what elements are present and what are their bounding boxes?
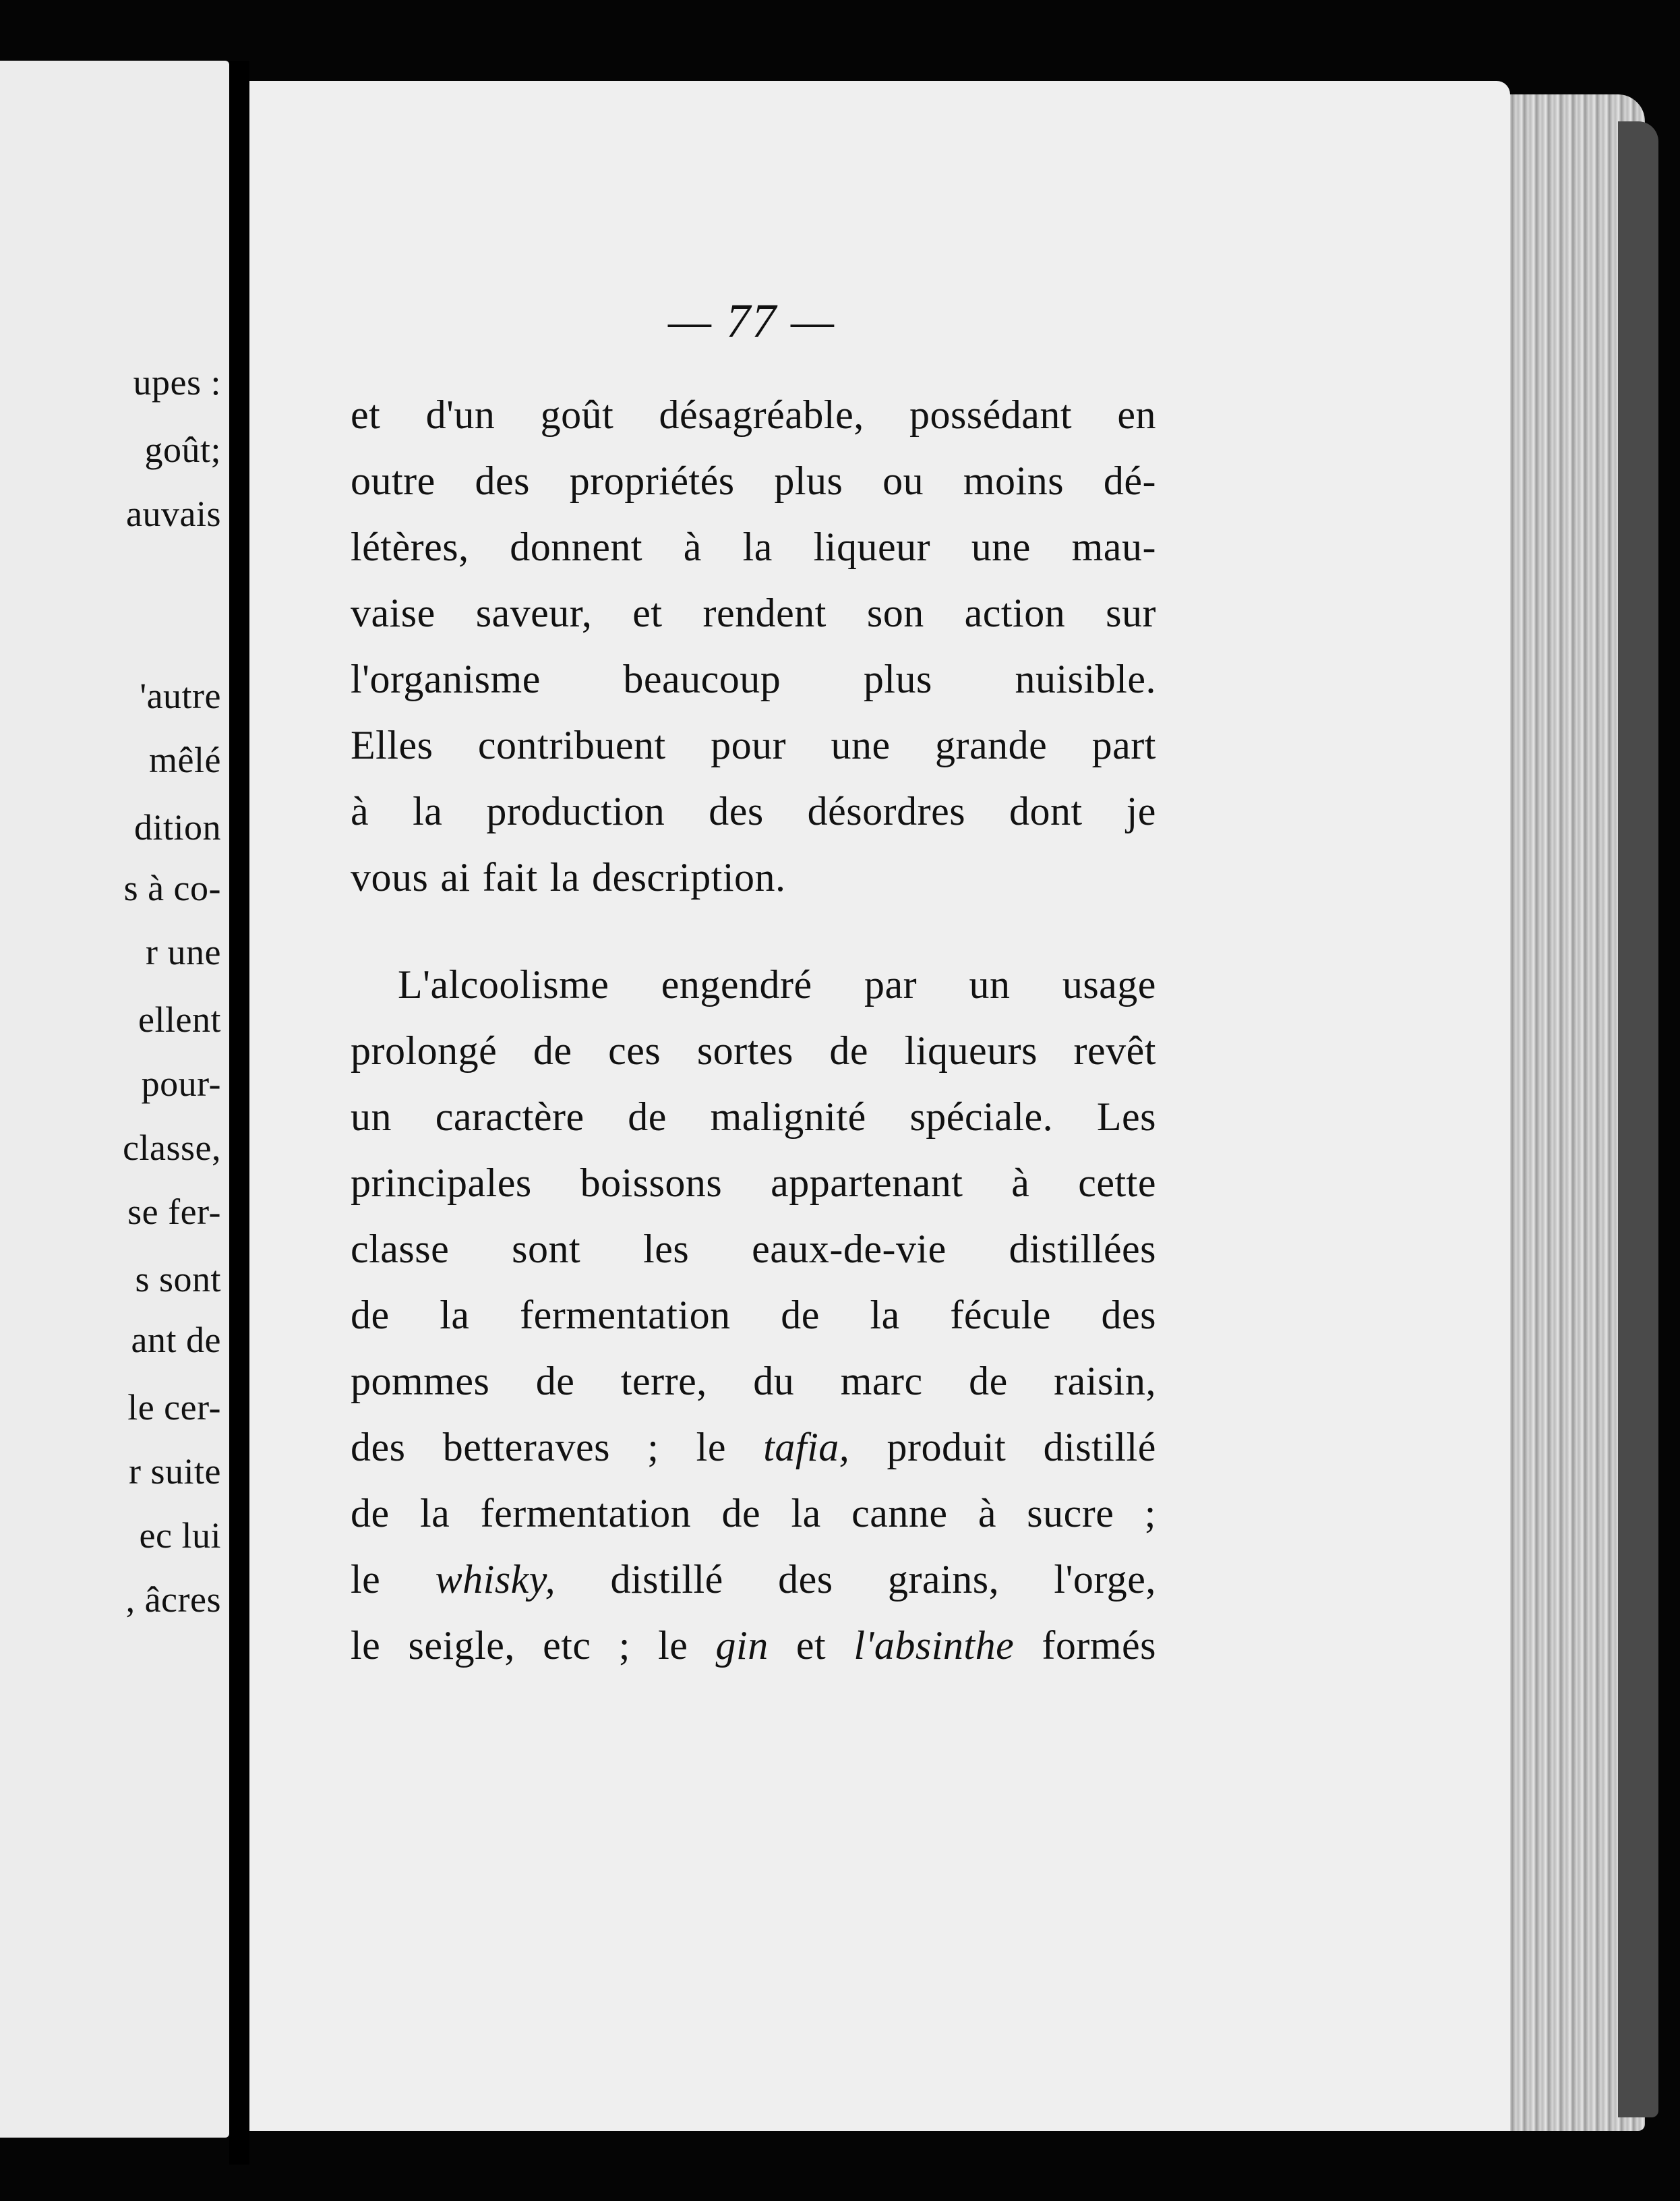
word: possédant bbox=[909, 392, 1073, 437]
word: la bbox=[870, 1293, 900, 1337]
word: liqueurs bbox=[904, 1028, 1038, 1073]
word: description. bbox=[591, 855, 786, 900]
word: la bbox=[419, 1491, 450, 1535]
body-line bbox=[351, 1625, 1156, 1666]
body-line bbox=[351, 1229, 1156, 1269]
word: la bbox=[440, 1293, 470, 1337]
word: fermentation bbox=[480, 1491, 692, 1535]
word: en bbox=[1117, 392, 1156, 437]
word: le bbox=[351, 1623, 381, 1668]
word: revêt bbox=[1073, 1028, 1156, 1073]
body-line bbox=[351, 394, 1156, 435]
word: ; bbox=[618, 1623, 630, 1668]
word: la bbox=[549, 855, 580, 900]
word: des bbox=[475, 459, 530, 503]
word: des bbox=[351, 1425, 406, 1469]
word: L'alcoolisme bbox=[398, 962, 609, 1007]
word: outre bbox=[351, 459, 436, 503]
word: ai bbox=[440, 855, 471, 900]
word: propriétés bbox=[569, 459, 735, 503]
word: vaise bbox=[351, 591, 436, 635]
word: spéciale. bbox=[909, 1094, 1054, 1139]
word: produit bbox=[887, 1425, 1007, 1469]
word: gin bbox=[715, 1623, 769, 1668]
word: une bbox=[971, 525, 1031, 569]
book-gutter bbox=[229, 61, 249, 2165]
left-page-line: r suite bbox=[129, 1451, 221, 1492]
word: raisin, bbox=[1054, 1359, 1156, 1403]
book-cover-edge bbox=[1618, 121, 1658, 2117]
word: à bbox=[1011, 1161, 1030, 1205]
left-page-line: ellent bbox=[138, 999, 221, 1040]
word: rendent bbox=[702, 591, 827, 635]
word: le bbox=[351, 1557, 381, 1602]
word: contribuent bbox=[477, 723, 666, 767]
body-line bbox=[351, 593, 1156, 633]
word: eaux-de-vie bbox=[752, 1227, 947, 1271]
word: de bbox=[535, 1359, 575, 1403]
left-page-line: 'autre bbox=[140, 676, 221, 716]
word: létères, bbox=[351, 525, 469, 569]
word: ; bbox=[1144, 1491, 1156, 1535]
word: caractère bbox=[435, 1094, 584, 1139]
body-line bbox=[351, 791, 1156, 831]
word: fermentation bbox=[520, 1293, 731, 1337]
word: à bbox=[978, 1491, 996, 1535]
word: Elles bbox=[351, 723, 433, 767]
word: la bbox=[742, 525, 773, 569]
word: fécule bbox=[950, 1293, 1051, 1337]
word: plus bbox=[863, 657, 932, 701]
word: malignité bbox=[710, 1094, 866, 1139]
left-page-line: classe, bbox=[123, 1127, 221, 1168]
word: par bbox=[864, 962, 918, 1007]
word: saveur, bbox=[475, 591, 593, 635]
word: de bbox=[351, 1293, 390, 1337]
word: des bbox=[778, 1557, 833, 1602]
word: part bbox=[1091, 723, 1156, 767]
word: et bbox=[796, 1623, 827, 1668]
word: distillées bbox=[1009, 1227, 1156, 1271]
word: la bbox=[413, 789, 443, 833]
left-page-line: le cer- bbox=[127, 1387, 221, 1428]
word: à bbox=[351, 789, 369, 833]
word: sortes bbox=[696, 1028, 793, 1073]
word: d'un bbox=[425, 392, 496, 437]
left-page-line: , âcres bbox=[125, 1579, 221, 1620]
word: cette bbox=[1078, 1161, 1156, 1205]
word: nuisible. bbox=[1015, 657, 1156, 701]
body-line bbox=[351, 1559, 1156, 1600]
word: sont bbox=[512, 1227, 581, 1271]
word: de bbox=[351, 1491, 390, 1535]
word: etc bbox=[543, 1623, 591, 1668]
word: de bbox=[829, 1028, 869, 1073]
body-line bbox=[351, 1361, 1156, 1401]
left-page-line: ant de bbox=[131, 1320, 221, 1360]
word: ; bbox=[647, 1425, 659, 1469]
word: terre, bbox=[620, 1359, 707, 1403]
word: un bbox=[969, 962, 1011, 1007]
body-line bbox=[351, 1427, 1156, 1467]
word: grains, bbox=[887, 1557, 1000, 1602]
word: plus bbox=[774, 459, 843, 503]
word: des bbox=[1101, 1293, 1156, 1337]
body-line bbox=[351, 461, 1156, 501]
body-line bbox=[351, 1163, 1156, 1203]
word: du bbox=[753, 1359, 795, 1403]
word: de bbox=[721, 1491, 761, 1535]
word: la bbox=[791, 1491, 821, 1535]
word: pommes bbox=[351, 1359, 490, 1403]
left-page bbox=[0, 61, 229, 2138]
left-page-line: ec lui bbox=[139, 1515, 221, 1556]
word: un bbox=[351, 1094, 392, 1139]
word: marc bbox=[840, 1359, 923, 1403]
word: whisky, bbox=[435, 1557, 556, 1602]
page-number: — 77 — bbox=[667, 294, 836, 348]
word: des bbox=[709, 789, 764, 833]
body-line bbox=[351, 527, 1156, 567]
left-page-line: upes : bbox=[133, 362, 221, 403]
word: de bbox=[533, 1028, 572, 1073]
word: betteraves bbox=[442, 1425, 610, 1469]
left-page-line: pour- bbox=[141, 1063, 221, 1104]
word: les bbox=[643, 1227, 690, 1271]
body-line bbox=[351, 1493, 1156, 1533]
word: son bbox=[866, 591, 924, 635]
word: Les bbox=[1096, 1094, 1156, 1139]
word: l'organisme bbox=[351, 657, 541, 701]
word: vous bbox=[351, 855, 429, 900]
body-line bbox=[351, 857, 1156, 898]
left-page-line: mêlé bbox=[149, 740, 221, 780]
word: le bbox=[696, 1425, 726, 1469]
left-page-line: goût; bbox=[144, 430, 221, 470]
word: seigle, bbox=[408, 1623, 515, 1668]
word: distillé bbox=[610, 1557, 723, 1602]
word: le bbox=[658, 1623, 688, 1668]
word: dont bbox=[1009, 789, 1083, 833]
word: engendré bbox=[661, 962, 812, 1007]
word: de bbox=[781, 1293, 820, 1337]
left-page-line: dition bbox=[133, 807, 221, 848]
word: une bbox=[831, 723, 891, 767]
body-line bbox=[351, 1030, 1156, 1071]
word: classe bbox=[351, 1227, 450, 1271]
word: désagréable, bbox=[659, 392, 864, 437]
word: donnent bbox=[510, 525, 643, 569]
word: action bbox=[964, 591, 1066, 635]
word: sur bbox=[1106, 591, 1156, 635]
word: de bbox=[969, 1359, 1008, 1403]
word: désordres bbox=[807, 789, 966, 833]
word: l'orge, bbox=[1054, 1557, 1156, 1602]
body-line bbox=[351, 1096, 1156, 1137]
word: formés bbox=[1042, 1623, 1156, 1668]
word: sucre bbox=[1027, 1491, 1114, 1535]
word: à bbox=[683, 525, 702, 569]
word: pour bbox=[711, 723, 787, 767]
word: canne bbox=[851, 1491, 948, 1535]
word: distillé bbox=[1043, 1425, 1156, 1469]
word: goût bbox=[540, 392, 614, 437]
word: et bbox=[351, 392, 381, 437]
word: de bbox=[628, 1094, 667, 1139]
word: ces bbox=[608, 1028, 661, 1073]
word: production bbox=[486, 789, 665, 833]
left-page-line: se fer- bbox=[127, 1192, 221, 1232]
word: fait bbox=[482, 855, 538, 900]
body-line bbox=[351, 725, 1156, 765]
word: usage bbox=[1062, 962, 1156, 1007]
body-line bbox=[351, 659, 1156, 699]
word: je bbox=[1126, 789, 1156, 833]
word: beaucoup bbox=[623, 657, 781, 701]
word: moins bbox=[963, 459, 1064, 503]
word: dé- bbox=[1103, 459, 1156, 503]
word: ou bbox=[882, 459, 924, 503]
word: liqueur bbox=[813, 525, 931, 569]
word: boissons bbox=[580, 1161, 723, 1205]
left-page-line: s sont bbox=[135, 1259, 221, 1299]
word: grande bbox=[935, 723, 1048, 767]
word: l'absinthe bbox=[853, 1623, 1015, 1668]
word: mau- bbox=[1071, 525, 1156, 569]
left-page-line: s à co- bbox=[123, 868, 221, 908]
body-line bbox=[351, 1295, 1156, 1335]
word: principales bbox=[351, 1161, 532, 1205]
word: prolongé bbox=[351, 1028, 498, 1073]
word: et bbox=[632, 591, 663, 635]
word: appartenant bbox=[771, 1161, 963, 1205]
left-page-line: r une bbox=[146, 932, 221, 972]
body-line bbox=[351, 964, 1156, 1005]
left-page-line: auvais bbox=[126, 494, 221, 534]
word: tafia, bbox=[763, 1425, 850, 1469]
